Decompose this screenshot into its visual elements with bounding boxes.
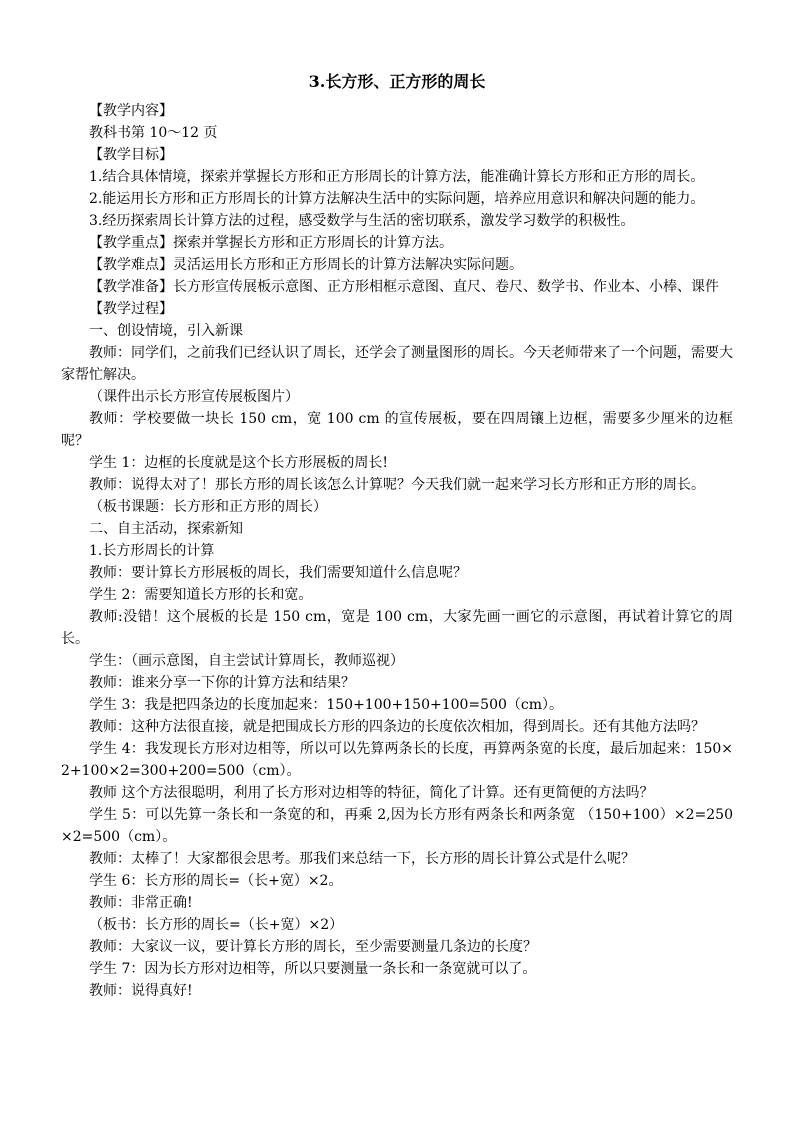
paragraph: 教师：学校要做一块长 150 cm，宽 100 cm 的宣传展板，要在四周镶上边框，需要多少厘米的边框呢？: [61, 411, 733, 449]
paragraph: 教师：说得真好!: [89, 983, 193, 999]
paragraph: 教科书第 10～12 页: [89, 125, 218, 141]
paragraph: 1.长方形周长的计算: [89, 543, 215, 559]
paragraph: 学生 2：需要知道长方形的长和宽。: [89, 587, 313, 603]
paragraph: 【教学准备】长方形宣传展板示意图、正方形相框示意图、直尺、卷尺、数学书、作业本、小棒、课件: [89, 279, 719, 295]
paragraph: （板书：长方形的周长=（长+宽）×2）: [89, 917, 344, 933]
paragraph: 学生：（画示意图，自主尝试计算周长，教师巡视）: [89, 653, 404, 669]
paragraph: 学生 7：因为长方形对边相等，所以只要测量一条长和一条宽就可以了。: [89, 961, 537, 977]
paragraph: 学生 4：我发现长方形对边相等，所以可以先算两条长的长度，再算两条宽的长度，最后加起来：150×2+100×2=300+200=500（cm）。: [61, 741, 733, 779]
document-body: [61, 100, 733, 1002]
paragraph: （课件出示长方形宣传展板图片）: [89, 389, 299, 405]
paragraph: 教师:没错！这个展板的长是 150 cm，宽是 100 cm，大家先画一画它的示意图，再试着计算它的周长。: [61, 609, 733, 647]
paragraph: 3.经历探索周长计算方法的过程，感受数学与生活的密切联系，激发学习数学的积极性。: [89, 213, 635, 229]
paragraph: 教师 这个方法很聪明，利用了长方形对边相等的特征，简化了计算。还有更简便的方法吗？: [89, 785, 654, 801]
paragraph: 教师：大家议一议，要计算长方形的周长，至少需要测量几条边的长度？: [89, 939, 537, 955]
paragraph: 【教学目标】: [89, 147, 173, 163]
paragraph: （板书课题：长方形和正方形的周长）: [89, 499, 327, 515]
paragraph: 二、自主活动，探索新知: [89, 521, 243, 537]
paragraph: 1.结合具体情境，探索并掌握长方形和正方形周长的计算方法，能准确计算长方形和正方形的周长。: [89, 169, 705, 185]
paragraph: 一、创设情境，引入新课: [89, 323, 243, 339]
paragraph: 教师：非常正确!: [89, 895, 193, 911]
paragraph: 学生 1：边框的长度就是这个长方形展板的周长!: [89, 455, 388, 471]
paragraph: 教师：这种方法很直接，就是把围成长方形的四条边的长度依次相加，得到周长。还有其他方法吗？: [89, 719, 705, 735]
paragraph: 教师：谁来分享一下你的计算方法和结果？: [89, 675, 355, 691]
paragraph: 学生 6：长方形的周长=（长+宽）×2。: [89, 873, 343, 889]
paragraph: 教师：太棒了！大家都很会思考。那我们来总结一下，长方形的周长计算公式是什么呢？: [89, 851, 635, 867]
paragraph: 【教学内容】: [89, 103, 173, 119]
paragraph: 学生 3：我是把四条边的长度加起来：150+100+150+100=500（cm）。: [89, 697, 564, 713]
paragraph: 教师：要计算长方形展板的周长，我们需要知道什么信息呢？: [89, 565, 467, 581]
paragraph: 教师：同学们，之前我们已经认识了周长，还学会了测量图形的周长。今天老师带来了一个问题，需要大家帮忙解决。: [61, 345, 733, 383]
paragraph: 【教学重点】探索并掌握长方形和正方形周长的计算方法。: [89, 235, 453, 251]
paragraph: 2.能运用长方形和正方形周长的计算方法解决生活中的实际问题，培养应用意识和解决问题的能力。: [89, 191, 705, 207]
document-title: 3.长方形、正方形的周长: [308, 72, 486, 91]
paragraph: 教师：说得太对了！那长方形的周长该怎么计算呢？今天我们就一起来学习长方形和正方形的周长。: [89, 477, 705, 493]
paragraph: 学生 5：可以先算一条长和一条宽的和，再乘 2,因为长方形有两条长和两条宽 （150+100）×2=250×2=500（cm）。: [61, 807, 733, 845]
paragraph: 【教学难点】灵活运用长方形和正方形周长的计算方法解决实际问题。: [89, 257, 523, 273]
paragraph: 【教学过程】: [89, 301, 173, 317]
